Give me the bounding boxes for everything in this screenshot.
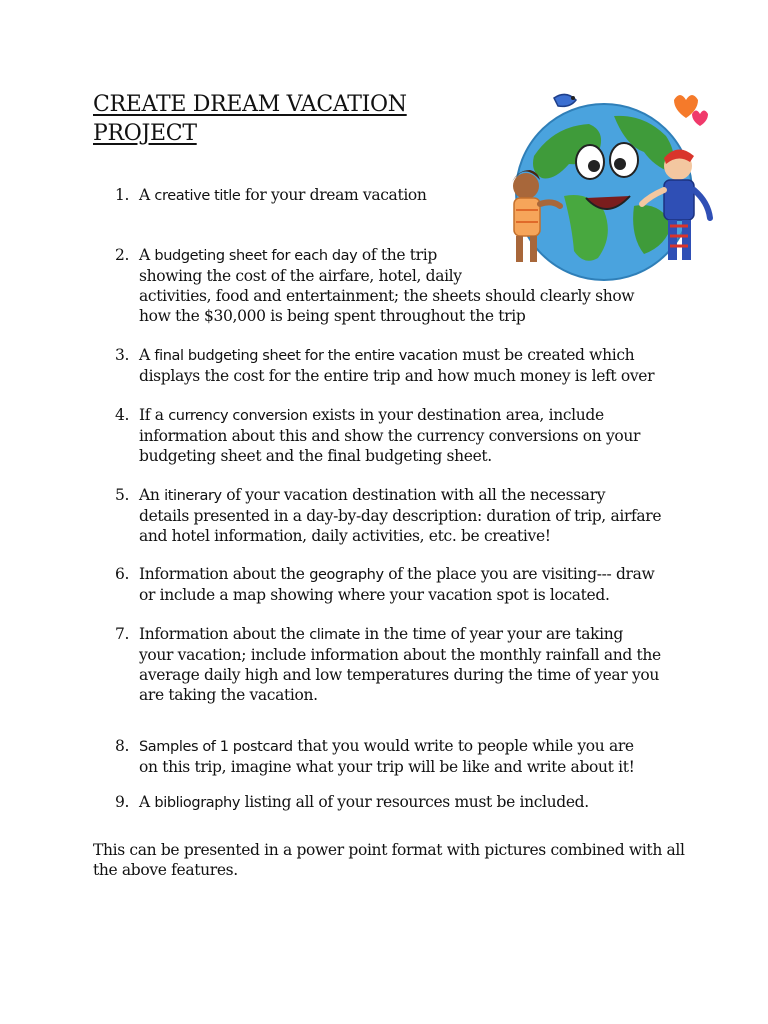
list-item-number: 6. [115, 565, 130, 583]
list-item-text [139, 736, 679, 777]
list-item-text-lead: A [139, 793, 155, 811]
list-item-text [139, 792, 679, 813]
list-item-keyword: bibliography [154, 795, 241, 811]
list-item-text [139, 245, 679, 326]
list-item-text-rest: of your vacation destination with all the necessary details presented in a day-by-day description: duration of trip, airfare and hotel information, daily activities, etc. be creative! [139, 486, 662, 545]
list-item-keyword: currency conversion [168, 408, 308, 424]
list-item-text-rest: for your dream vacation [240, 186, 427, 204]
list-item-text [139, 485, 679, 546]
list-item-text-lead: A [139, 346, 155, 364]
list-item-text [139, 405, 679, 466]
list-item-text-lead: Information about the [139, 625, 310, 643]
list-item-text-rest: in the time of year your are taking your vacation; include information about the monthly rainfall and the average daily high and low temperatures during the time of year you are taking the vacation. [139, 625, 661, 704]
list-item-number: 7. [115, 625, 130, 643]
list-item-number: 9. [115, 793, 130, 811]
list-item-keyword: creative title [154, 188, 241, 204]
list-item-number: 5. [115, 486, 130, 504]
document-title [93, 90, 407, 148]
title-line-1: CREATE DREAM VACATION [93, 92, 407, 117]
list-item-keyword: geography [309, 567, 384, 583]
title-line-2: PROJECT [93, 121, 197, 146]
list-item-text-rest: exists in your destination area, include information about this and show the currency conversions on your budgeting sheet and the final budgeting sheet. [139, 406, 641, 465]
list-item-keyword: Samples of 1 postcard [139, 739, 293, 755]
list-item-number: 8. [115, 737, 130, 755]
list-item-text-rest: of the trip showing the cost of the airfare, hotel, daily activities, food and entertainment; the sheets should clearly show how the $30,000 is being spent throughout the trip [139, 246, 635, 325]
list-item-text-rest: of the place you are visiting--- draw or include a map showing where your vacation spot is located. [139, 565, 655, 604]
list-item-text [139, 624, 679, 705]
list-item-text-lead: A [139, 186, 155, 204]
list-item-text-lead: If a [139, 406, 169, 424]
list-item-text-rest: must be created which displays the cost for the entire trip and how much money is left over [139, 346, 655, 385]
list-item-text-rest: listing all of your resources must be included. [240, 793, 589, 811]
closing-note: This can be presented in a power point format with pictures combined with all the above features. [93, 841, 685, 879]
list-item-number: 2. [115, 246, 130, 264]
list-item-text [139, 345, 679, 386]
list-item-text-rest: that you would write to people while you are on this trip, imagine what your trip will be like and write about it! [139, 737, 635, 776]
list-item-text-lead: Information about the [139, 565, 310, 583]
list-item-keyword: final budgeting sheet for the entire vacation [154, 348, 458, 364]
list-item-keyword: itinerary [164, 488, 222, 504]
list-item-keyword: climate [309, 627, 361, 643]
list-item-text [139, 185, 679, 206]
list-item-number: 3. [115, 346, 130, 364]
list-item-number: 4. [115, 406, 130, 424]
list-item-text [139, 564, 679, 605]
list-item-number: 1. [115, 186, 130, 204]
list-item-text-lead: A [139, 246, 155, 264]
list-item-keyword: budgeting sheet for each day [154, 248, 358, 264]
list-item-text-lead: An [139, 486, 165, 504]
